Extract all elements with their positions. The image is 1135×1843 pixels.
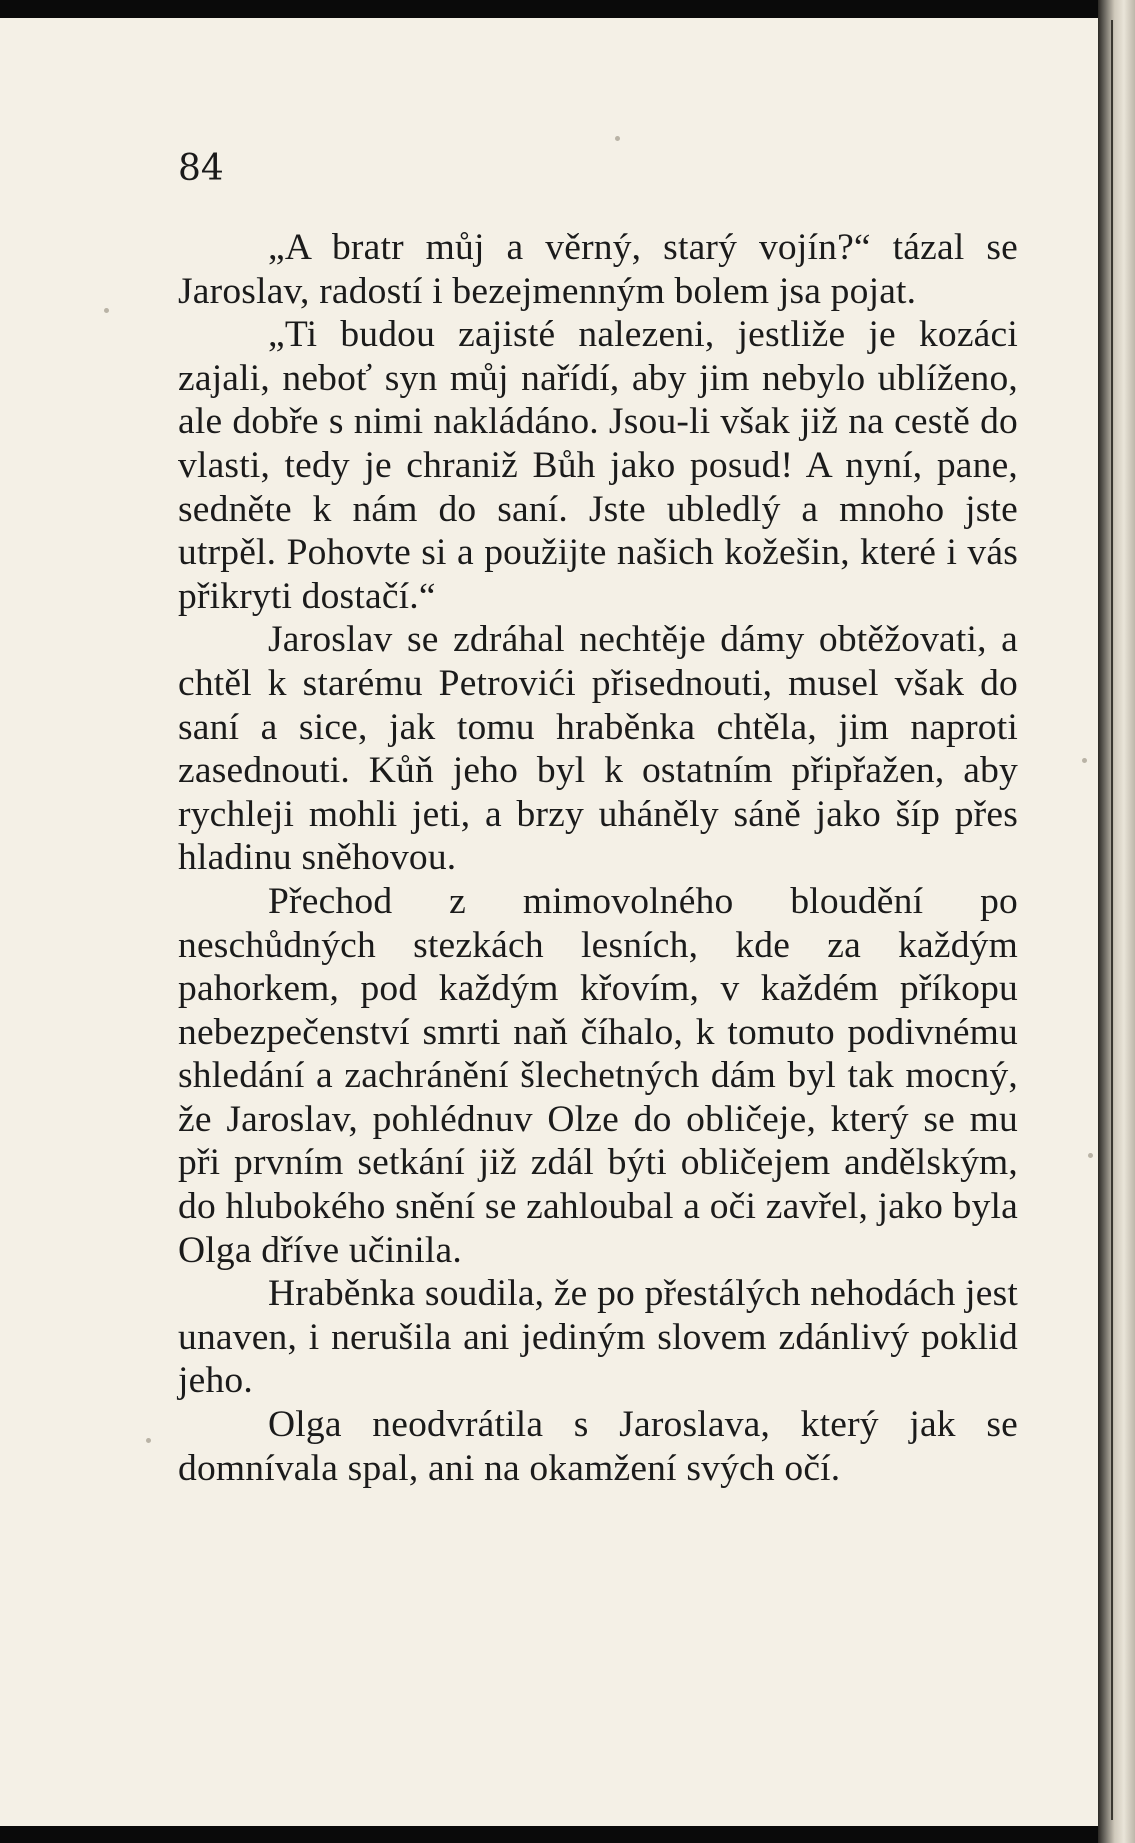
body-text (178, 226, 1018, 1490)
paragraph: Olga neodvrátila s Jaroslava, který jak se domnívala spal, ani na okamžení svých očí. (178, 1404, 1018, 1489)
paragraph: Přechod z mimovolného bloudění po neschůdných stezkách lesních, kde za každým pahorkem, pod každým křovím, v každém příkopu nebezpečenství smrti naň číhalo, k tomuto podivnému shledání a zachránění šlechetných dám byl tak mocný, že Jaroslav, pohlédnuv Olze do obličeje, který se mu při prvním setkání již zdál býti obličejem andělským, do hlubokého snění se zahloubal a oči zavřel, jako byla Olga dříve učinila. (178, 880, 1018, 1271)
paper-speck (146, 1438, 151, 1443)
paper-speck (615, 136, 620, 141)
page-number: 84 (178, 148, 224, 189)
paragraph: „A bratr můj a věrný, starý vojín?“ tázal se Jaroslav, radostí i bezejmenným bolem jsa pojat. (178, 227, 1018, 312)
paper-speck (1082, 758, 1087, 763)
paper-speck (1088, 1153, 1093, 1158)
paragraph: Hraběnka soudila, že po přestálých nehodách jest unaven, i nerušila ani jediným slovem zdánlivý poklid jeho. (178, 1273, 1018, 1402)
paragraph: „Ti budou zajisté nalezeni, jestliže je kozáci zajali, neboť syn můj nařídí, aby jim nebylo ublíženo, ale dobře s nimi nakládáno. Jsou-li však již na cestě do vlasti, tedy je chraniž Bůh jako posud! A nyní, pane, sedněte k nám do saní. Jste ubledlý a mnoho jste utrpěl. Pohovte si a použijte našich kožešin, které i vás přikryti dostačí.“ (178, 314, 1018, 617)
paragraph: Jaroslav se zdráhal nechtěje dámy obtěžovati, a chtěl k starému Petrovići přisednouti, musel však do saní a sice, jak tomu hraběnka chtěla, jim naproti zasednouti. Kůň jeho byl k ostatním připřažen, aby rychleji mohli jeti, a brzy uháněly sáně jako šíp přes hladinu sněhovou. (178, 619, 1018, 879)
paper-speck (104, 308, 109, 313)
page-edge-shadow (1098, 0, 1135, 1843)
book-page (0, 18, 1098, 1826)
binding-line (1111, 20, 1113, 1820)
